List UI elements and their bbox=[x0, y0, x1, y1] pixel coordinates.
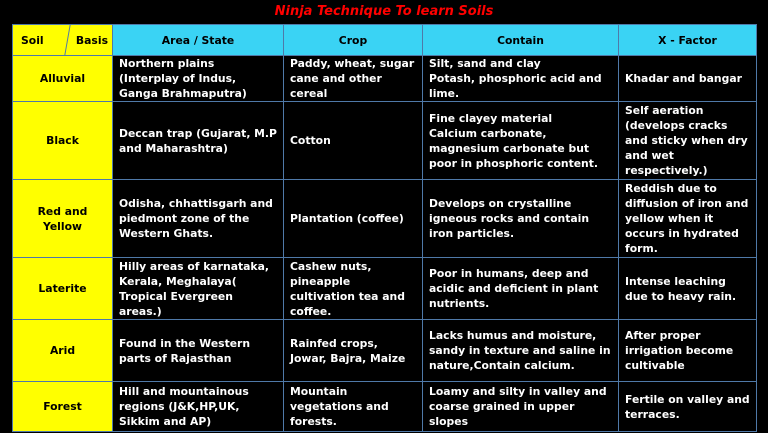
contain-line: Loamy and silty in valley and coarse grained in upper slopes bbox=[429, 385, 607, 428]
crop-cell: Rainfed crops, Jowar, Bajra, Maize bbox=[284, 320, 423, 382]
table-row bbox=[13, 382, 757, 432]
xfactor-cell: After proper irrigation become cultivable bbox=[619, 320, 757, 382]
contain-cell bbox=[423, 258, 619, 320]
area-cell: Hilly areas of karnataka, Kerala, Meghalaya( Tropical Evergreen areas.) bbox=[113, 258, 284, 320]
xfactor-cell: Fertile on valley and terraces. bbox=[619, 382, 757, 432]
header-xfactor: X - Factor bbox=[619, 25, 757, 56]
table-row bbox=[13, 102, 757, 180]
soil-name: Arid bbox=[13, 320, 113, 382]
header-soil-basis bbox=[13, 25, 113, 56]
header-soil: Soil bbox=[21, 33, 44, 47]
crop-cell: Cotton bbox=[284, 102, 423, 180]
area-cell: Found in the Western parts of Rajasthan bbox=[113, 320, 284, 382]
soil-name: Laterite bbox=[13, 258, 113, 320]
contain-cell bbox=[423, 102, 619, 180]
xfactor-cell: Intense leaching due to heavy rain. bbox=[619, 258, 757, 320]
area-cell: Deccan trap (Gujarat, M.P and Maharashtra) bbox=[113, 102, 284, 180]
contain-line: Silt, sand and clay bbox=[429, 57, 541, 70]
crop-cell: Cashew nuts, pineapple cultivation tea and coffee. bbox=[284, 258, 423, 320]
header-row bbox=[13, 25, 757, 56]
soils-table bbox=[12, 24, 757, 432]
contain-cell bbox=[423, 180, 619, 258]
table-row bbox=[13, 320, 757, 382]
xfactor-cell: Reddish due to diffusion of iron and yellow when it occurs in hydrated form. bbox=[619, 180, 757, 258]
soil-name: Alluvial bbox=[13, 56, 113, 102]
header-area: Area / State bbox=[113, 25, 284, 56]
header-crop: Crop bbox=[284, 25, 423, 56]
contain-line: Develops on crystalline igneous rocks and contain iron particles. bbox=[429, 197, 590, 240]
crop-cell: Plantation (coffee) bbox=[284, 180, 423, 258]
contain-line: Lacks humus and moisture, sandy in texture and saline in nature,Contain calcium. bbox=[429, 329, 611, 372]
table-row bbox=[13, 180, 757, 258]
xfactor-cell: Khadar and bangar bbox=[619, 56, 757, 102]
contain-line: Calcium carbonate, magnesium carbonate but poor in phosphoric content. bbox=[429, 126, 599, 170]
header-basis: Basis bbox=[75, 33, 108, 47]
soil-name: Red and Yellow bbox=[13, 180, 113, 258]
soil-name: Black bbox=[13, 102, 113, 180]
contain-cell bbox=[423, 320, 619, 382]
contain-cell bbox=[423, 382, 619, 432]
contain-line: Potash, phosphoric acid and lime. bbox=[429, 72, 602, 100]
crop-cell: Mountain vegetations and forests. bbox=[284, 382, 423, 432]
area-cell: Odisha, chhattisgarh and piedmont zone of the Western Ghats. bbox=[113, 180, 284, 258]
crop-cell: Paddy, wheat, sugar cane and other cereal bbox=[284, 56, 423, 102]
header-contain: Contain bbox=[423, 25, 619, 56]
table-row bbox=[13, 258, 757, 320]
area-cell: Hill and mountainous regions (J&K,HP,UK, Sikkim and AP) bbox=[113, 382, 284, 432]
xfactor-cell: Self aeration (develops cracks and sticky when dry and wet respectively.) bbox=[619, 102, 757, 180]
contain-cell bbox=[423, 56, 619, 102]
contain-line: Poor in humans, deep and acidic and deficient in plant nutrients. bbox=[429, 267, 599, 310]
table-row bbox=[13, 56, 757, 102]
page-title: Ninja Technique To learn Soils bbox=[274, 4, 494, 19]
contain-line: Fine clayey material bbox=[429, 111, 553, 125]
soil-name: Forest bbox=[13, 382, 113, 432]
area-cell: Northern plains (Interplay of Indus, Ganga Brahmaputra) bbox=[113, 56, 284, 102]
